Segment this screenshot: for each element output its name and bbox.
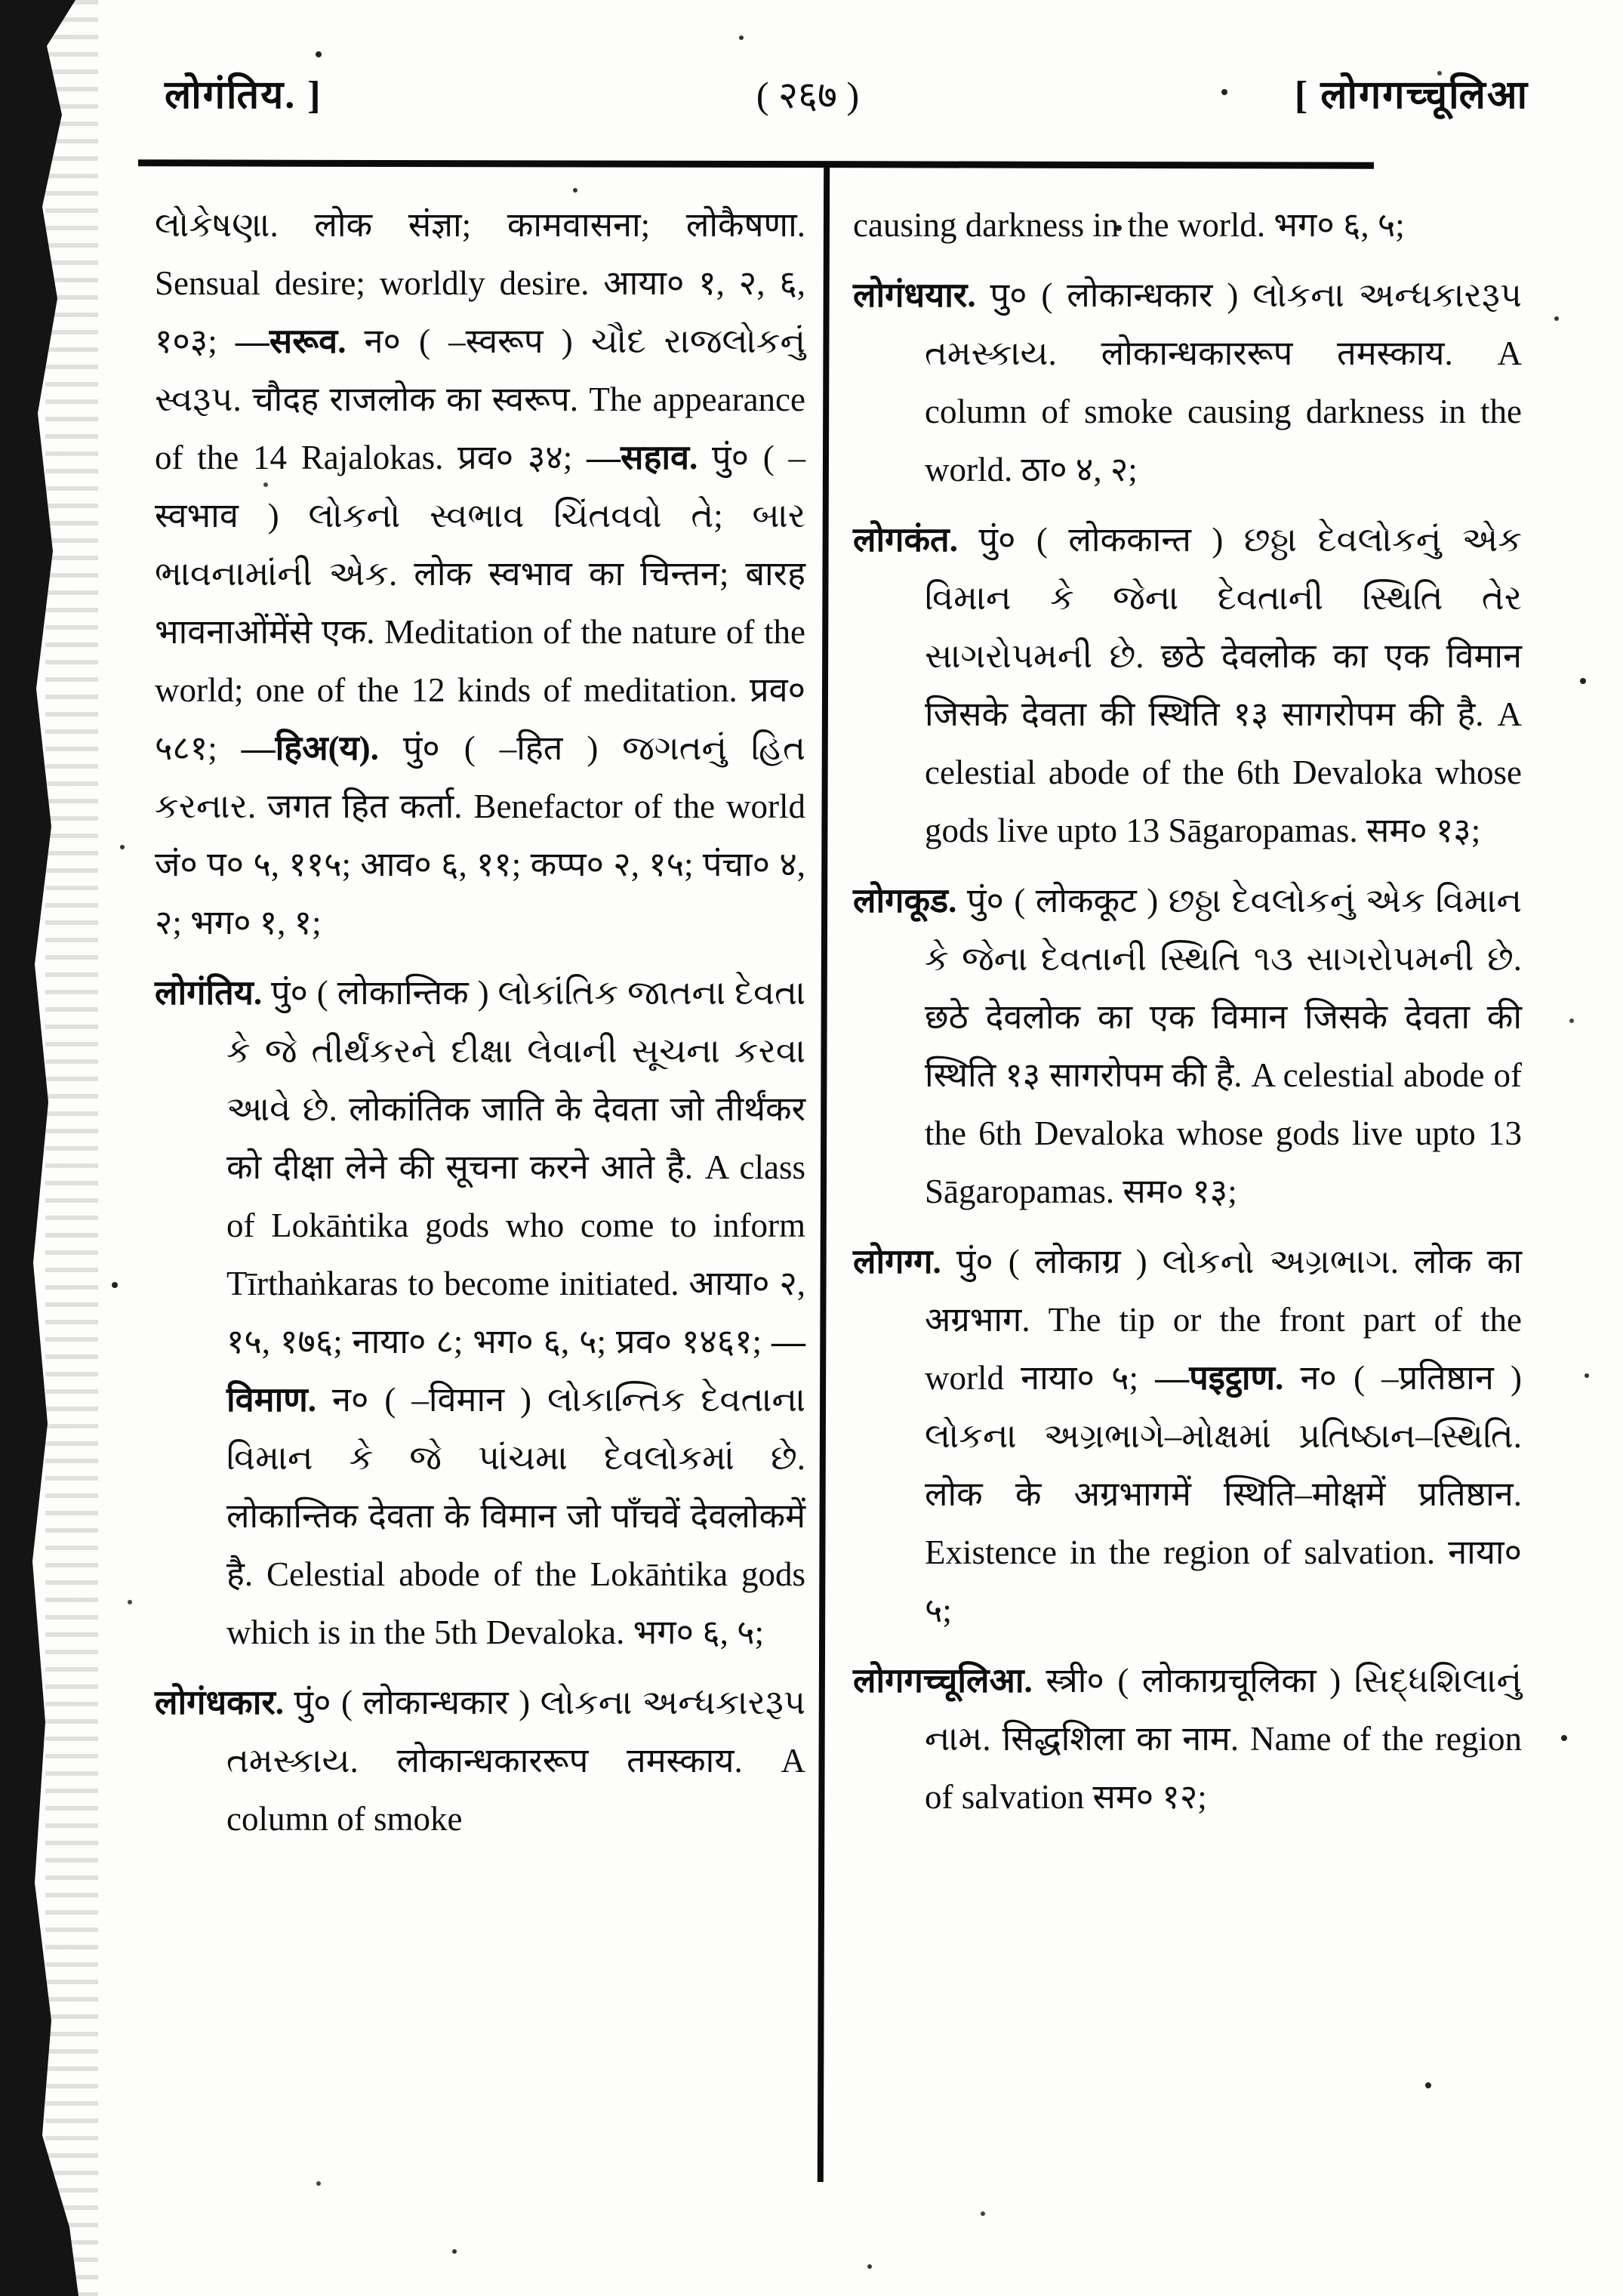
right-column	[853, 196, 1522, 1838]
dictionary-entry	[853, 511, 1522, 860]
entry-continuation	[853, 196, 1522, 254]
entry-text: causing darkness in the world. भग० ६, ५;	[853, 206, 1405, 244]
entry-headword: —हिअ(य).	[241, 729, 379, 767]
entry-text: લોકેષણા. लोक संज्ञा; कामवासना; लोकैषणा. Sensual desire; worldly desire. आया० १, २, ६, १०३;	[155, 206, 805, 360]
entry-headword: लोगकंत.	[853, 521, 958, 559]
entry-headword: लोगंतिय.	[155, 974, 263, 1012]
entry-text: पुं० ( लोकान्तिक ) લોકાંતિક જાતના દેવતા કે જે તીર્થંકરને દીક્ષા લેવાની સૂચના કરવા આવે છે. लोकांतिक जाति के देवता जो तीर्थंकर को दीक्षा लेने की सूचना करने आते है. A class of Lokāṅtika gods who come to inform Tīrthaṅkaras to become initiated. आया० २, १५, १७६; नाया० ८; भग० ६, ५; प्रव० १४६१;	[226, 974, 805, 1361]
entry-headword: —पइट्ठाण.	[1155, 1359, 1284, 1397]
dictionary-entry	[155, 1674, 805, 1848]
scan-speckles	[0, 0, 3, 3]
entry-text: पुं० ( लोकाग्र ) લોકનો અગ્રભાગ. लोक का अग्रभाग. The tip or the front part of the world नाया० ५;	[925, 1243, 1522, 1397]
guide-word-left: लोगंतिय. ]	[165, 74, 322, 117]
dictionary-entry	[853, 1233, 1522, 1640]
dictionary-entry	[853, 872, 1522, 1221]
entry-text: न० ( –स्वरूप ) ચૌદ રાજલોકનું સ્વરૂપ. चौदह राजलोक का स्वरूप. The appearance of the 14 Rajalokas. प्रव० ३४;	[155, 322, 806, 476]
entry-text: पुं० ( –स्वभाव ) લોકનો સ્વભાવ ચિંતવવો તે; બાર ભાવનામાંની એક. लोक स्वभाव का चिन्तन; बारह भावनाओंमेंसे एक. Meditation of the nature of the world; one of the 12 kinds of meditation. प्रव० ५८१;	[155, 439, 805, 767]
dictionary-entry	[155, 964, 805, 1662]
entry-text: न० ( –विमान ) લોકાન્તિક દેવતાના વિમાન કે જે પાંચમા દેવલોકમાં છે. लोकान्तिक देवता के विमान जो पाँचवें देवलोकमें है. Celestial abode of the Lokāṅtika gods which is in the 5th Devaloka. भग० ६, ५;	[226, 1381, 805, 1651]
entry-headword: —सरूव.	[235, 322, 346, 360]
entry-headword: —विमाण.	[226, 1323, 805, 1419]
dictionary-entry	[853, 267, 1522, 499]
entry-text: पुं० ( लोककूट ) છઠ્ઠા દેવલોકનું એક વિમાન કે જેના દેવતાની સ્થિતિ ૧૩ સાગરોપમની છે. छठे देवलोक का एक विमान जिसके देवता की स्थिति १३ सागरोपम की है. A celestial abode of the 6th Devaloka whose gods live upto 13 Sāgaropamas. सम० १३;	[925, 882, 1522, 1210]
entry-headword: लोगग्ग.	[853, 1243, 941, 1281]
entry-headword: —सहाव.	[587, 439, 698, 476]
entry-text: स्त्री० ( लोकाग्रचूलिका ) સિદ્ધશિલાનું નામ. सिद्धशिला का नाम. Name of the region of salvation सम० १२;	[925, 1662, 1522, 1816]
entry-text: पुं० ( –हित ) જગતનું હિત કરનાર. जगत हित कर्ता. Benefactor of the world जं० प० ५, ११५; आव० ६, ११; कप्प० २, १५; पंचा० ४, २; भग० १, १;	[155, 729, 805, 942]
page-header	[0, 66, 1623, 142]
page-number: ( २६७ )	[756, 74, 860, 116]
column-divider-rule	[818, 168, 830, 2182]
entry-headword: लोगंधकार.	[155, 1684, 285, 1721]
guide-word-right: [ लोगगच्चूलिआ	[1294, 74, 1529, 117]
entry-text: पुं० ( लोकान्धकार ) લોકના અન્ધકારરૂપ તમસ્કાય. लोकान्धकाररूप तमस्काय. A column of smoke	[226, 1684, 805, 1838]
entry-continuation	[155, 196, 805, 952]
entry-headword: लोगगच्चूलिआ.	[853, 1662, 1033, 1700]
header-rule	[138, 159, 1374, 168]
book-gutter-noise	[45, 0, 98, 2296]
entry-text: न० ( –प्रतिष्ठान ) લોકના અગ્રભાગે–મોક્ષમાં પ્રતિષ્ઠાન–સ્થિતિ. लोक के अग्रभागमें स्थिति–मोक्षमें प्रतिष्ठान. Existence in the region of salvation. नाया० ५;	[925, 1359, 1522, 1629]
entry-text: पुं० ( लोककान्त ) છઠ્ઠા દેવલોકનું એક વિમાન કે જેના દેવતાની સ્થિતિ તેર સાગરોપમની છે. छठे देवलोक का एक विमान जिसके देवता की स्थिति १३ सागरोपम की है. A celestial abode of the 6th Devaloka whose gods live upto 13 Sāgaropamas. सम० १३;	[925, 521, 1522, 849]
dictionary-entry	[853, 1652, 1522, 1826]
entry-headword: लोगकूड.	[853, 882, 957, 920]
entry-headword: लोगंधयार.	[853, 276, 976, 314]
entry-text: पु० ( लोकान्धकार ) લોકના અન્ધકારરૂપ તમસ્કાય. लोकान्धकाररूप तमस्काय. A column of smoke causing darkness in the world. ठा० ४, २;	[925, 276, 1522, 488]
left-column	[155, 196, 805, 1860]
